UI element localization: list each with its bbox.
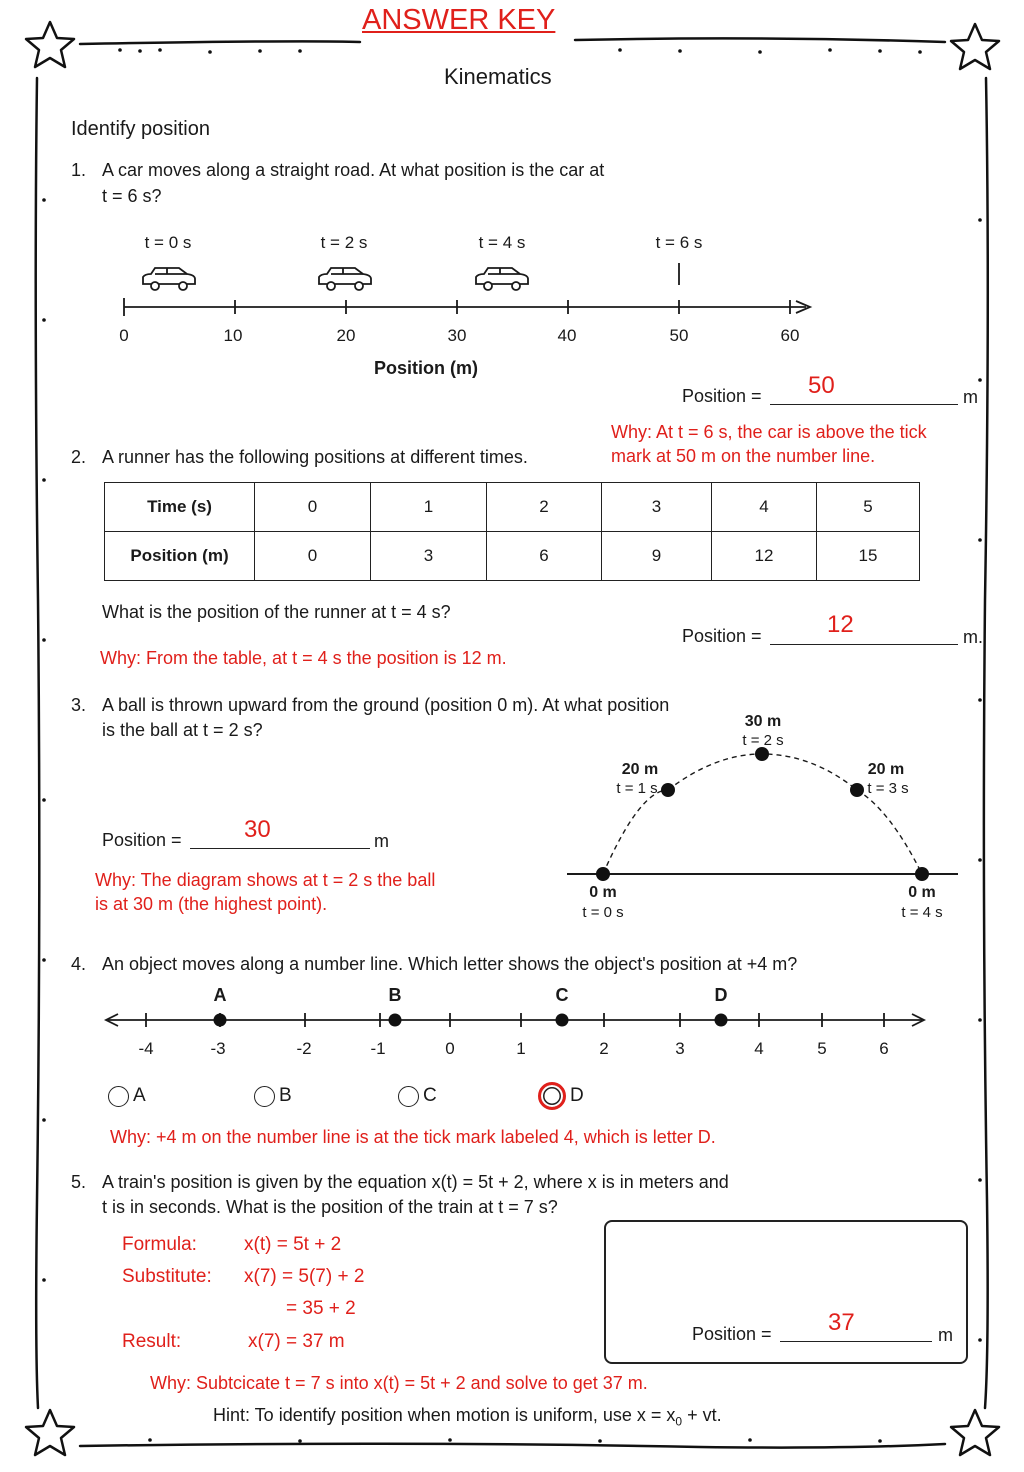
q3-why-line1: Why: The diagram shows at t = 2 s the ball	[95, 870, 436, 890]
q1-number-line	[0, 225, 1024, 385]
number-line-point	[389, 1014, 402, 1027]
star-icon	[26, 22, 74, 67]
point-letter: A	[213, 985, 227, 1005]
q1-position-label: Position =	[682, 386, 762, 406]
radio-selected-icon	[538, 1082, 566, 1110]
table-cell: 1	[371, 483, 487, 532]
option-b-radio[interactable]: B	[254, 1085, 292, 1107]
q3-position-label: Position =	[102, 830, 182, 850]
q1-time-label: t = 0 s	[144, 233, 192, 252]
table-cell: 15	[817, 532, 920, 581]
radio-circle-icon	[398, 1086, 419, 1107]
svg-text:t = 4 s: t = 4 s	[901, 904, 943, 921]
svg-text:30 m: 30 m	[744, 713, 782, 730]
q2-text: A runner has the following positions at different times.	[102, 447, 528, 467]
q4-tick-label: 3	[675, 1039, 685, 1058]
table-cell: 4	[712, 483, 817, 532]
q1-number: 1.	[71, 160, 87, 180]
q3-text-line2: is the ball at t = 2 s?	[102, 720, 263, 740]
substitute: x(7) = 5(7) + 2	[244, 1266, 365, 1287]
radio-circle-icon	[108, 1086, 129, 1107]
svg-text:20 m: 20 m	[621, 761, 659, 778]
q4-tick-label: 6	[879, 1039, 889, 1058]
q4-tick-label: -1	[370, 1039, 386, 1058]
hint: Hint: To identify position when motion is uniform, use $x = x_0$ + vt.	[213, 1405, 722, 1429]
runner-table	[104, 482, 920, 581]
table-header-position: Position (m)	[105, 532, 255, 581]
q2-unit: m.	[963, 627, 983, 647]
table-cell: 5	[817, 483, 920, 532]
q3-why-line2: is at 30 m (the highest point).	[95, 894, 328, 914]
star-icon	[951, 1410, 999, 1455]
star-icon	[26, 1410, 74, 1455]
table-cell: 6	[487, 532, 602, 581]
q2-position-label: Position =	[682, 626, 762, 646]
svg-text:t = 3 s: t = 3 s	[867, 780, 909, 797]
q1-time-label: t = 6 s	[655, 233, 703, 252]
ball-point	[596, 867, 610, 881]
q3-answer-blank[interactable]	[190, 848, 370, 849]
ball-point	[755, 747, 769, 761]
car-icon	[143, 268, 528, 290]
svg-text:t = 0 s: t = 0 s	[582, 904, 624, 921]
q1-text-line2: t = 6 s?	[102, 186, 162, 206]
table-cell: 2	[487, 483, 602, 532]
q1-tick-label: 30	[447, 326, 467, 345]
star-icon	[951, 24, 999, 69]
q1-text-line1: A car moves along a straight road. At what position is the car at	[102, 160, 605, 180]
q5-unit: m	[938, 1325, 953, 1345]
q2-why: Why: From the table, at t = 4 s the position is 12 m.	[100, 648, 507, 668]
q4-text: An object moves along a number line. Which letter shows the object's position at +4 m?	[102, 954, 798, 974]
q4-tick-label: 4	[754, 1039, 764, 1058]
number-line-point	[556, 1014, 569, 1027]
q1-tick-label: 20	[336, 326, 356, 345]
answer-key-heading: ANSWER KEY	[362, 4, 556, 36]
q5-text-line2: t is in seconds. What is the position of the train at t = 7 s?	[102, 1197, 558, 1217]
q1-unit: m	[963, 387, 978, 407]
option-c-radio[interactable]: C	[398, 1085, 437, 1107]
svg-text:20 m: 20 m	[867, 761, 905, 778]
q3-number: 3.	[71, 695, 87, 715]
point-letter: C	[555, 985, 569, 1005]
q5-why: Why: Subtcicate t = 7 s into x(t) = 5t + 2 and solve to get 37 m.	[150, 1373, 648, 1393]
q4-tick-label: 1	[516, 1039, 526, 1058]
q1-tick-label: 40	[557, 326, 577, 345]
number-line-point	[214, 1014, 227, 1027]
q5-position-label: Position =	[692, 1324, 772, 1344]
q4-tick-label: 5	[817, 1039, 827, 1058]
table-header-time: Time (s)	[105, 483, 255, 532]
page-title: Kinematics	[444, 64, 552, 89]
q4-tick-label: 0	[445, 1039, 455, 1058]
q5-answer: 37	[828, 1309, 855, 1336]
q1-why-line2: mark at 50 m on the number line.	[611, 446, 876, 466]
q4-number-line	[100, 980, 930, 1060]
q4-why: Why: +4 m on the number line is at the tick mark labeled 4, which is letter D.	[110, 1127, 716, 1147]
q2-number: 2.	[71, 447, 87, 467]
point-letter: D	[714, 985, 728, 1005]
q4-tick-label: -3	[210, 1039, 226, 1058]
formula-label: Formula:	[122, 1234, 197, 1255]
q5-text-line1: A train's position is given by the equation x(t) = 5t + 2, where x is in meters and	[102, 1172, 729, 1192]
table-cell: 12	[712, 532, 817, 581]
table-row	[105, 532, 920, 581]
ball-point	[915, 867, 929, 881]
q5-answer-blank[interactable]	[780, 1341, 932, 1342]
formula: x(t) = 5t + 2	[244, 1234, 342, 1255]
q4-number: 4.	[71, 954, 87, 974]
table-cell: 9	[602, 532, 712, 581]
svg-text:t = 2 s: t = 2 s	[742, 732, 784, 749]
number-line-point	[715, 1014, 728, 1027]
q1-time-label: t = 2 s	[320, 233, 368, 252]
point-letter: B	[388, 985, 402, 1005]
q2-question: What is the position of the runner at t = 4 s?	[102, 602, 451, 622]
q1-time-label: t = 4 s	[478, 233, 526, 252]
q2-answer-blank[interactable]	[770, 644, 958, 645]
substitute-label: Substitute:	[122, 1266, 212, 1287]
q5-number: 5.	[71, 1172, 87, 1192]
q4-tick-label: 2	[599, 1039, 609, 1058]
result: x(7) = 37 m	[248, 1331, 345, 1352]
q1-answer: 50	[808, 372, 835, 399]
ball-point	[661, 783, 675, 797]
q1-axis-label: Position (m)	[374, 358, 478, 378]
table-row	[105, 483, 920, 532]
option-d-radio[interactable]: D	[538, 1082, 584, 1110]
arithmetic-step: = 35 + 2	[286, 1298, 356, 1319]
q4-tick-label: -2	[296, 1039, 312, 1058]
table-cell: 3	[602, 483, 712, 532]
radio-circle-icon	[254, 1086, 275, 1107]
result-label: Result:	[122, 1331, 182, 1352]
q1-tick-label: 60	[780, 326, 800, 345]
svg-text:0 m: 0 m	[589, 884, 617, 901]
section-title: Identify position	[71, 118, 210, 140]
ball-trajectory-diagram	[560, 700, 970, 930]
q3-text-line1: A ball is thrown upward from the ground (position 0 m). At what position	[102, 695, 670, 715]
q2-answer: 12	[827, 611, 854, 638]
ball-point	[850, 783, 864, 797]
table-cell: 3	[371, 532, 487, 581]
svg-text:0 m: 0 m	[908, 884, 936, 901]
table-cell: 0	[255, 532, 371, 581]
q1-tick-label: 10	[223, 326, 243, 345]
table-cell: 0	[255, 483, 371, 532]
q1-tick-label: 50	[669, 326, 689, 345]
svg-text:t = 1 s: t = 1 s	[616, 780, 658, 797]
q3-answer: 30	[244, 816, 271, 843]
q1-tick-label: 0	[119, 326, 129, 345]
q1-why-line1: Why: At t = 6 s, the car is above the tick	[611, 422, 927, 442]
q3-unit: m	[374, 831, 389, 851]
q4-tick-label: -4	[138, 1039, 154, 1058]
q1-answer-blank[interactable]	[770, 404, 958, 405]
answer-box	[604, 1220, 968, 1364]
option-a-radio[interactable]: A	[108, 1085, 146, 1107]
